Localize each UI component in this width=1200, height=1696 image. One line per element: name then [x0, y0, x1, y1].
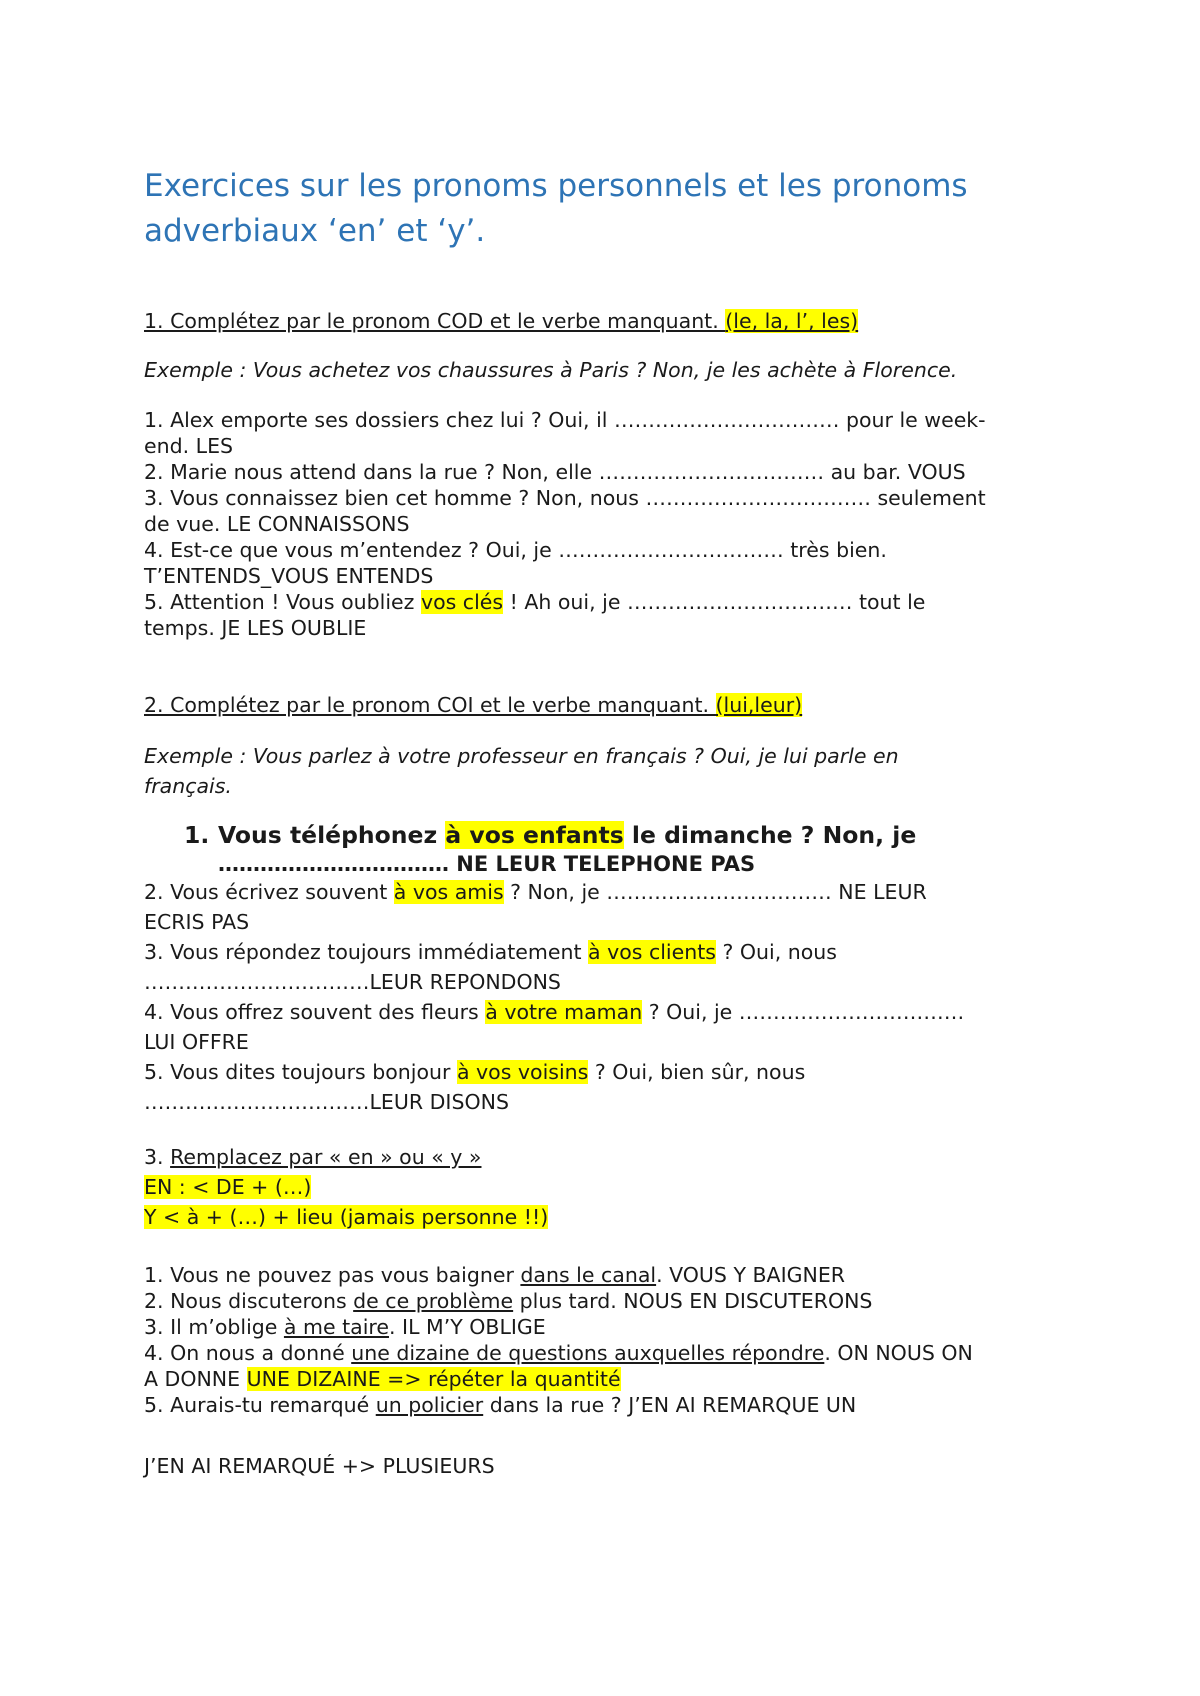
s2-q4-line1 — [144, 997, 1074, 1027]
s2-q2-line1 — [144, 877, 1074, 907]
s1-q5-line1 — [144, 589, 1074, 615]
section-1-heading — [144, 308, 1074, 334]
s2-q1-number: 1. — [184, 821, 210, 849]
section-3-rule-1 — [144, 1172, 1074, 1202]
s2-q5-line1 — [144, 1057, 1074, 1087]
s3-q3 — [144, 1314, 1074, 1340]
s2-q4-highlight: à votre maman — [485, 1000, 643, 1024]
section-2-heading-text: 2. Complétez par le pronom COI et le verbe manquant. — [144, 693, 716, 717]
section-1-hint: (le, la, l’, les) — [725, 309, 859, 333]
rule-y: Y < à + (…) + lieu (jamais personne !!) — [144, 1205, 549, 1229]
s2-q5-line2: ……………………………LEUR DISONS — [144, 1090, 509, 1114]
s2-q1-pre: Vous téléphonez — [218, 821, 446, 849]
s2-q3-highlight: à vos clients — [588, 940, 716, 964]
s1-q5-post: ! Ah oui, je …………………………… tout le — [503, 590, 926, 614]
s2-q4-pre: 4. Vous offrez souvent des fleurs — [144, 1000, 486, 1024]
s3-q5 — [144, 1392, 1074, 1418]
s3-q4b-highlight: UNE DIZAINE => répéter la quantité — [246, 1367, 621, 1391]
section-3-number: 3. — [144, 1145, 171, 1169]
s3-q4-line1 — [144, 1340, 1074, 1366]
s3-q5-pre: 5. Aurais-tu remarqué — [144, 1393, 376, 1417]
s3-q3-underlined: à me taire — [283, 1315, 389, 1339]
s3-q1-pre: 1. Vous ne pouvez pas vous baigner — [144, 1263, 521, 1287]
s3-q2-pre: 2. Nous discuterons — [144, 1289, 354, 1313]
section-2-heading — [144, 692, 1074, 718]
section-2-example — [144, 741, 1074, 801]
s2-q2-line2: ECRIS PAS — [144, 910, 250, 934]
s3-q2-post: plus tard. NOUS EN DISCUTERONS — [513, 1289, 873, 1313]
s1-q2: 2. Marie nous attend dans la rue ? Non, elle …………………………… au bar. VOUS — [144, 460, 966, 484]
s2-example-line2: français. — [144, 774, 232, 798]
s1-q5-highlight: vos clés — [420, 590, 504, 614]
s1-q4-line2: T’ENTENDS_VOUS ENTENDS — [144, 564, 434, 588]
s2-q3-pre: 3. Vous répondez toujours immédiatement — [144, 940, 589, 964]
section-3-final-note: J’EN AI REMARQUÉ +> PLUSIEURS — [144, 1454, 495, 1478]
section-3-header — [144, 1142, 1074, 1232]
s1-q1-line2: end. LES — [144, 434, 234, 458]
s2-q5-pre: 5. Vous dites toujours bonjour — [144, 1060, 457, 1084]
s1-q5-pre: 5. Attention ! Vous oubliez — [144, 590, 421, 614]
section-1-example: Exemple : Vous achetez vos chaussures à Paris ? Non, je les achète à Florence. — [144, 358, 958, 382]
s2-q1 — [144, 821, 1074, 878]
section-3-rule-2 — [144, 1202, 1074, 1232]
s3-q5-underlined: un policier — [375, 1393, 484, 1417]
s2-q1-line2: …………………………… NE LEUR TELEPHONE PAS — [218, 852, 756, 876]
s3-q2 — [144, 1288, 1074, 1314]
s3-q3-post: . IL M’Y OBLIGE — [388, 1315, 546, 1339]
s2-q1-line1 — [144, 821, 1074, 850]
s2-q1-highlight: à vos enfants — [445, 821, 624, 849]
section-1-questions — [144, 407, 1074, 641]
s3-q5-post: dans la rue ? J’EN AI REMARQUE UN — [483, 1393, 857, 1417]
s3-q1-post: . VOUS Y BAIGNER — [656, 1263, 846, 1287]
rule-en: EN : < DE + (…) — [144, 1175, 312, 1199]
s3-q2-underlined: de ce problème — [353, 1289, 514, 1313]
s2-q3-line2: ……………………………LEUR REPONDONS — [144, 970, 561, 994]
s3-q4-post: . ON NOUS ON — [824, 1341, 973, 1365]
s3-q1-underlined: dans le canal — [520, 1263, 657, 1287]
section-3-questions — [144, 1262, 1074, 1418]
s1-q3-line2: de vue. LE CONNAISSONS — [144, 512, 410, 536]
s1-q5-line2: temps. JE LES OUBLIE — [144, 616, 367, 640]
section-1-heading-text: 1. Complétez par le pronom COD et le verbe manquant. — [144, 309, 726, 333]
s2-q2-post: ? Non, je …………………………… NE LEUR — [503, 880, 927, 904]
s2-q3-post: ? Oui, nous — [715, 940, 837, 964]
s2-example-line1: Exemple : Vous parlez à votre professeur en français ? Oui, je lui parle en — [144, 744, 899, 768]
s2-q2-pre: 2. Vous écrivez souvent — [144, 880, 394, 904]
s1-q3-line1: 3. Vous connaissez bien cet homme ? Non, nous …………………………… seulement — [144, 486, 986, 510]
section-3-heading — [144, 1142, 1074, 1172]
s3-q4-line2 — [144, 1366, 1074, 1392]
s3-q3-pre: 3. Il m’oblige — [144, 1315, 284, 1339]
s1-q4-line1: 4. Est-ce que vous m’entendez ? Oui, je …………………………… très bien. — [144, 538, 887, 562]
s2-q5-highlight: à vos voisins — [456, 1060, 589, 1084]
section-3-heading-text: Remplacez par « en » ou « y » — [170, 1145, 482, 1169]
s2-q5-post: ? Oui, bien sûr, nous — [588, 1060, 806, 1084]
s2-q3-line1 — [144, 937, 1074, 967]
s1-q1-line1: 1. Alex emporte ses dossiers chez lui ? Oui, il …………………………… pour le week- — [144, 408, 986, 432]
s3-q4b-pre: A DONNE — [144, 1367, 247, 1391]
s2-q4-post: ? Oui, je …………………………… — [642, 1000, 965, 1024]
s2-q2-highlight: à vos amis — [393, 880, 504, 904]
section-2-questions — [144, 877, 1074, 1117]
s3-q4-pre: 4. On nous a donné — [144, 1341, 352, 1365]
s3-q1 — [144, 1262, 1074, 1288]
s2-q4-line2: LUI OFFRE — [144, 1030, 249, 1054]
s3-q4-underlined: une dizaine de questions auxquelles répondre — [351, 1341, 825, 1365]
document-title: Exercices sur les pronoms personnels et les pronoms adverbiaux ‘en’ et ‘y’. — [144, 168, 968, 249]
section-2-hint: (lui,leur) — [715, 693, 803, 717]
s2-q1-post: le dimanche ? Non, je — [623, 821, 917, 849]
